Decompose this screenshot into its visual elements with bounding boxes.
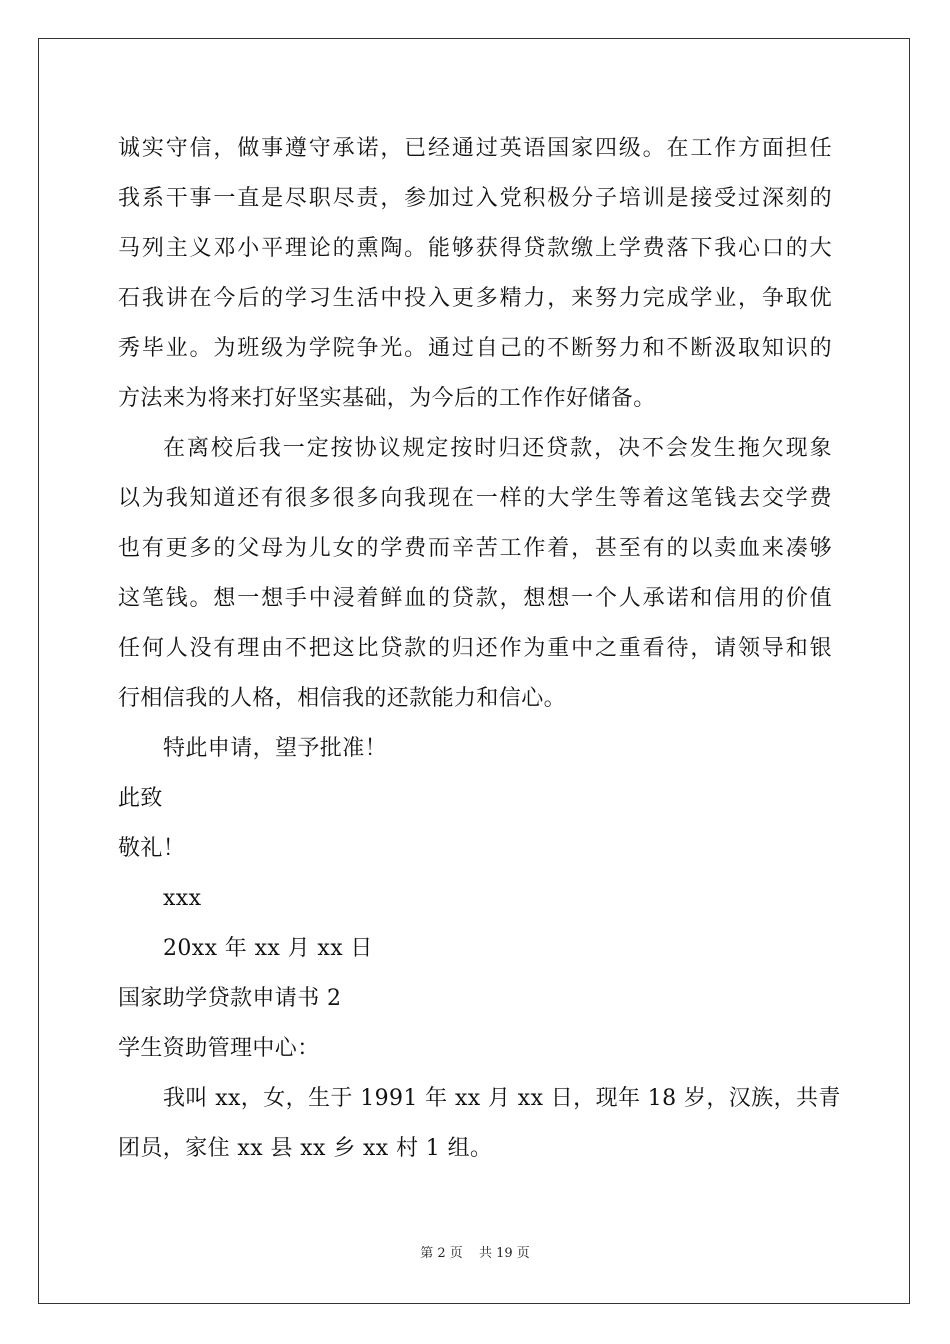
recipient: 学生资助管理中心： — [118, 1036, 320, 1061]
respect-closing: 敬礼！ — [118, 836, 186, 861]
signature: xxx — [163, 886, 202, 911]
section-title: 国家助学贷款申请书 2 — [118, 986, 342, 1011]
page-border — [38, 38, 910, 1304]
paragraph-1-line: 我系干事一直是尽职尽责，参加过入党积极分子培训是接受过深刻的 — [118, 186, 832, 211]
paragraph-2-line: 在离校后我一定按协议规定按时归还贷款，决不会发生拖欠现象 — [163, 436, 832, 461]
section-2-line: 我叫 xx，女，生于 1991 年 xx 月 xx 日，现年 18 岁，汉族，共青 — [163, 1086, 841, 1111]
date: 20xx 年 xx 月 xx 日 — [163, 936, 373, 961]
request-line: 特此申请，望予批准！ — [163, 736, 388, 761]
page-total: 共 19 页 — [478, 1246, 530, 1261]
paragraph-2-line: 也有更多的父母为儿女的学费而辛苦工作着，甚至有的以卖血来凑够 — [118, 536, 832, 561]
paragraph-2-line: 行相信我的人格，相信我的还款能力和信心。 — [118, 686, 567, 711]
paragraph-1-line: 诚实守信，做事遵守承诺，已经通过英语国家四级。在工作方面担任 — [118, 136, 832, 161]
paragraph-1-line: 石我讲在今后的学习生活中投入更多精力，来努力完成学业，争取优 — [118, 286, 832, 311]
paragraph-1-line: 秀毕业。为班级为学院争光。通过自己的不断努力和不断汲取知识的 — [118, 336, 832, 361]
salutation: 此致 — [118, 786, 163, 811]
section-2-line: 团员，家住 xx 县 xx 乡 xx 村 1 组。 — [118, 1136, 493, 1161]
paragraph-1-line: 马列主义邓小平理论的熏陶。能够获得贷款缴上学费落下我心口的大 — [118, 236, 832, 261]
page-number: 第 2 页 — [420, 1246, 463, 1261]
paragraph-2-line: 以为我知道还有很多很多向我现在一样的大学生等着这笔钱去交学费 — [118, 486, 832, 511]
paragraph-2-line: 这笔钱。想一想手中浸着鲜血的贷款，想想一个人承诺和信用的价值 — [118, 586, 832, 611]
page-footer — [0, 1245, 950, 1263]
paragraph-1-line: 方法来为将来打好坚实基础，为今后的工作作好储备。 — [118, 386, 656, 411]
paragraph-2-line: 任何人没有理由不把这比贷款的归还作为重中之重看待，请领导和银 — [118, 636, 832, 661]
